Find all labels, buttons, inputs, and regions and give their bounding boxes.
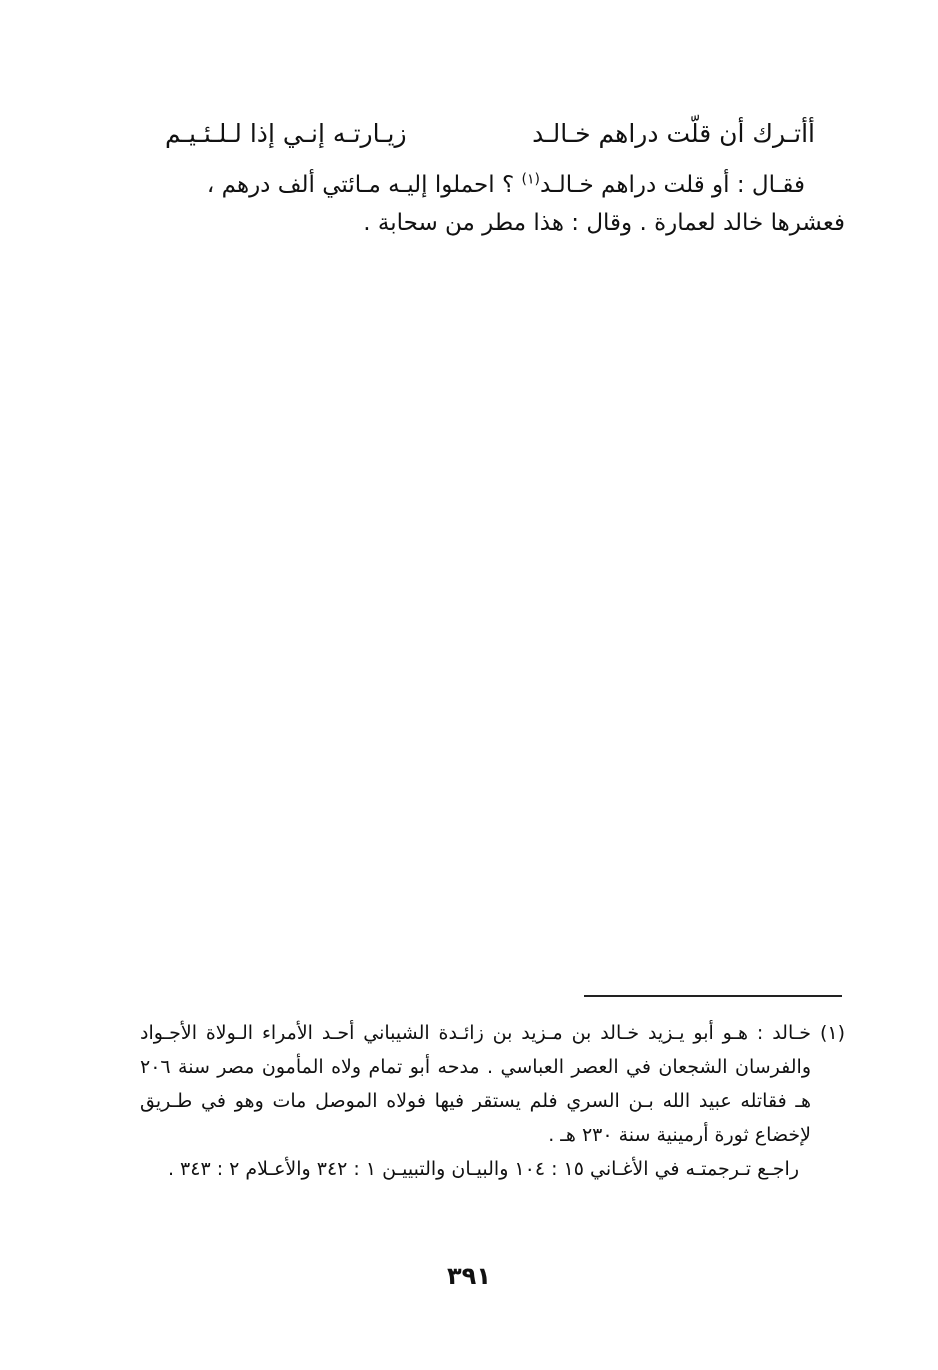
footnote-1 bbox=[140, 1016, 845, 1152]
footnote-reference-marker: (١) bbox=[521, 171, 540, 188]
body-line-1-end: ؟ احملوا إليـه مـائتي ألف درهم ، bbox=[206, 172, 522, 198]
page-number: ٣٩١ bbox=[447, 1262, 491, 1290]
body-line-2: فعشرها خالد لعمارة . وقال : هذا مطر من سحابة . bbox=[363, 210, 845, 236]
body-line-1 bbox=[140, 166, 845, 204]
footnotes-section bbox=[140, 1016, 845, 1186]
body-paragraph bbox=[140, 166, 845, 242]
body-line-1-start: فقـال : أو قلت دراهم خـالـد bbox=[539, 172, 805, 198]
poetry-verse bbox=[165, 112, 815, 156]
footnote-text: خـالد : هـو أبو يـزيد خـالد بن مـزيد بن زائـدة الشيباني أحـد الأمراء الـولاة الأجـواد والفرسان الشجعان في العصر العباسي . مدحه أبو تمام ولاه المأمون مصر سنة ٢٠٦ هـ فقاتله عبيد الله بـن السري فلم يستقر فيها فولاه الموصل مات وهو في طـريق لإخضاع ثورة أرمينية سنة ٢٣٠ هـ . bbox=[140, 1022, 812, 1146]
verse-second-hemistich: زيـارتـه إنـي إذا لـلـئـيـم bbox=[165, 119, 407, 148]
footnote-reference: راجـع تـرجمتـه في الأغـاني ١٥ : ١٠٤ والبيـان والتبييـن ١ : ٣٤٢ والأعـلام ٢ : ٣٤٣ . bbox=[167, 1158, 799, 1180]
footnote-marker: (١) bbox=[819, 1022, 845, 1044]
verse-first-hemistich: أأتـرك أن قلّت دراهم خـالـد bbox=[532, 119, 815, 148]
footnote-separator bbox=[584, 995, 842, 997]
